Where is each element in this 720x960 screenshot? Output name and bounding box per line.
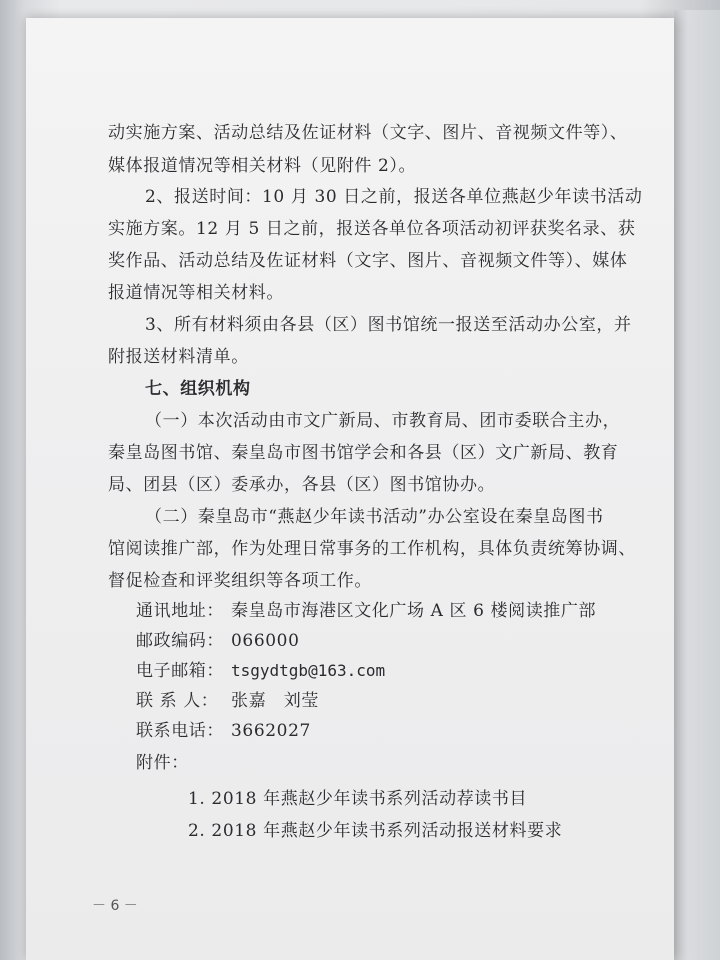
contact-postal-value: 066000 [231,631,300,651]
background-page-edge [674,10,720,960]
contact-phone-label: 联系电话： [136,721,224,741]
contact-email-value: tsgydtgb@163.com [231,661,386,680]
body-line-8: 附报送材料清单。 [108,347,249,367]
contact-address-label: 通讯地址： [136,601,224,621]
section-7-line-5: 馆阅读推广部，作为处理日常事务的工作机构，具体负责统筹协调、 [108,539,636,559]
contact-postal-label: 邮政编码： [136,631,224,651]
body-line-5: 奖作品、活动总结及佐证材料（文字、图片、音视频文件等）、媒体 [108,251,628,271]
contact-email-row [136,660,385,682]
contact-address-value: 秦皇岛市海港区文化广场 A 区 6 楼阅读推广部 [231,601,597,621]
attachments-label: 附件： [136,753,189,773]
contact-person-label: 联 系 人： [136,691,219,711]
body-line-3: 2、报送时间：10 月 30 日之前，报送各单位燕赵少年读书活动 [145,187,643,207]
page-number: － 6 － [92,898,138,914]
contact-person-row [136,690,319,712]
body-line-7: 3、所有材料须由各县（区）图书馆统一报送至活动办公室，并 [145,315,632,335]
contact-phone-value: 3662027 [231,721,311,741]
body-line-4: 实施方案。12 月 5 日之前，报送各单位各项活动初评获奖名录、获 [108,219,636,239]
section-7-line-3: 局、团县（区）委承办，各县（区）图书馆协办。 [108,475,496,495]
section-7-line-2: 秦皇岛图书馆、秦皇岛市图书馆学会和各县（区）文广新局、教育 [108,443,619,463]
contact-postal-row [136,630,300,652]
body-line-2: 媒体报道情况等相关材料（见附件 2）。 [108,156,417,176]
section-7-heading: 七、组织机构 [145,379,251,399]
body-line-1: 动实施方案、活动总结及佐证材料（文字、图片、音视频文件等）、 [108,123,628,143]
body-line-6: 报道情况等相关材料。 [108,283,284,303]
contact-email-label: 电子邮箱： [136,661,224,681]
contact-address-row [136,600,596,622]
contact-person-value: 张嘉 刘莹 [231,691,319,711]
section-7-line-1: （一）本次活动由市文广新局、市教育局、团市委联合主办， [145,411,621,431]
section-7-line-4: （二）秦皇岛市“燕赵少年读书活动”办公室设在秦皇岛图书 [145,507,604,527]
attachment-item-1: 1. 2018 年燕赵少年读书系列活动荐读书目 [188,789,528,809]
contact-phone-row [136,720,311,742]
attachment-item-2: 2. 2018 年燕赵少年读书系列活动报送材料要求 [188,821,563,841]
section-7-line-6: 督促检查和评奖组织等各项工作。 [108,571,372,591]
